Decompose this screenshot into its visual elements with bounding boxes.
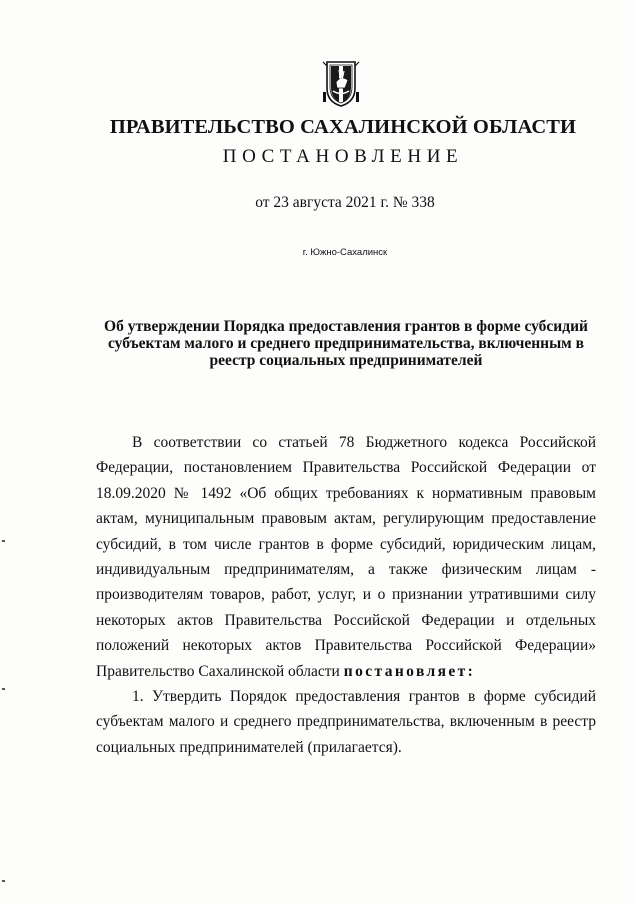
- scan-margin-mark: [2, 540, 5, 542]
- document-type: ПОСТАНОВЛЕНИЕ: [222, 146, 464, 167]
- document-subject: Об утверждении Порядка предоставления грантов в форме субсидий субъектам малого и среднего предпринимательства, включенным в реестр социальных предпринимателей: [104, 318, 588, 369]
- resolves-word: постановляет:: [343, 662, 476, 680]
- item-1-paragraph: 1. Утвердить Порядок предоставления грантов в форме субсидий субъектам малого и среднего предпринимательства, включенным в реестр социальных предпринимателей (прилагается).: [96, 688, 596, 756]
- preamble-paragraph: [96, 430, 596, 684]
- preamble-text: В соответствии со статьей 78 Бюджетного кодекса Российской Федерации, постановлением Правительства Российской Федерации от 18.09.2020 № 1492 «Об общих требованиях к нормативным правовым актам, муниципальным правовым актам, регулирующим предоставление субсидий, в том числе грантов в форме субсидий, юридическим лицам, индивидуальным предпринимателям, а также физическим лицам - производителям товаров, работ, услуг, и о признании утратившими силу некоторых актов Правительства Российской Федерации и отдельных положений некоторых актов Правительства Российской Федерации» Правительство Сахалинской области: [96, 434, 596, 680]
- organization-title: ПРАВИТЕЛЬСТВО САХАЛИНСКОЙ ОБЛАСТИ: [109, 116, 577, 138]
- document-date-number: от 23 августа 2021 г. № 338: [255, 194, 435, 211]
- scan-margin-mark: [2, 688, 5, 690]
- sakhalin-coat-of-arms-icon: [321, 58, 361, 108]
- scan-margin-mark: [2, 880, 5, 882]
- document-place: г. Южно-Сахалинск: [302, 247, 388, 258]
